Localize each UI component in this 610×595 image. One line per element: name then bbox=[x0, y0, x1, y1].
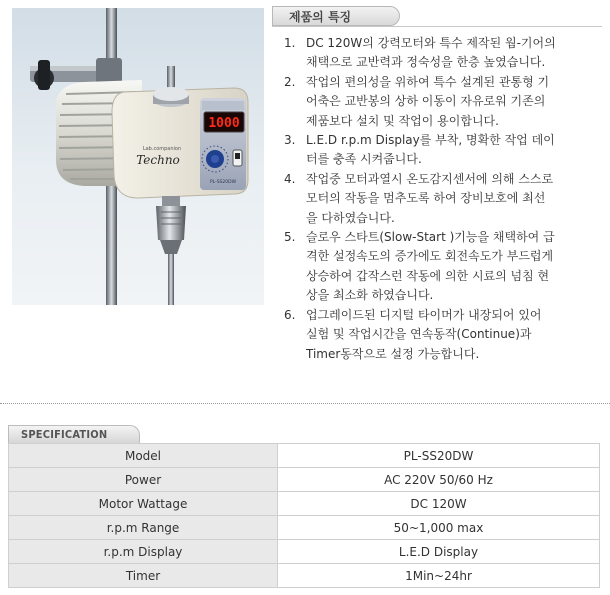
feature-item: 3. L.E.D r.p.m Display를 부착, 명확한 작업 데이 터를 충족 시켜줍니다. bbox=[284, 133, 555, 167]
spec-label: Model bbox=[9, 444, 278, 468]
spec-value: DC 120W bbox=[278, 492, 600, 516]
spec-label: Motor Wattage bbox=[9, 492, 278, 516]
product-photo bbox=[12, 8, 264, 305]
spec-value: 1Min~24hr bbox=[278, 564, 600, 588]
features-list bbox=[282, 34, 600, 364]
spec-value: AC 220V 50/60 Hz bbox=[278, 468, 600, 492]
features-header-tab: 제품의 특징 bbox=[272, 6, 400, 26]
led-readout: 1000 bbox=[208, 116, 240, 131]
feature-item: 2. 작업의 편의성을 위하여 특수 설계된 관통형 기 어축은 교반봉의 상하 이동이 자유로워 기존의 제품보다 설치 및 작업이 용이합니다. bbox=[284, 74, 550, 128]
svg-text:PL-SS20DW: PL-SS20DW bbox=[209, 180, 237, 185]
table-row bbox=[9, 444, 600, 468]
specification-table bbox=[8, 443, 600, 588]
table-row bbox=[9, 564, 600, 588]
feature-item: 5. 슬로우 스타트(Slow-Start )기능을 채택하여 급 격한 설정속도의 증가에도 회전속도가 부드럽게 상승하여 갑작스런 작동에 의한 시료의 넘침 현 상을 최소화 하였습니다. bbox=[284, 230, 555, 303]
spec-label: r.p.m Display bbox=[9, 540, 278, 564]
features-header-line bbox=[272, 26, 602, 27]
feature-item: 4. 작업중 모터과열시 온도감지센서에 의해 스스로 모터의 작동을 멈추도록 하여 장비보호에 최선 을 다하였습니다. bbox=[284, 171, 554, 225]
overhead-stirrer-illustration bbox=[12, 8, 264, 305]
brand-logo: Techno bbox=[136, 153, 180, 167]
feature-item: 1. DC 120W의 강력모터와 특수 제작된 웜-기어의 채택으로 교반력과 정숙성을 한층 높였습니다. bbox=[284, 36, 556, 70]
spec-label: Power bbox=[9, 468, 278, 492]
section-divider bbox=[0, 403, 610, 404]
feature-item: 6. 업그레이드된 디지털 타이머가 내장되어 있어 실험 및 작업시간을 연속동작(Continue)과 Timer동작으로 설정 가능합니다. bbox=[284, 307, 542, 361]
spec-value: L.E.D Display bbox=[278, 540, 600, 564]
table-row bbox=[9, 468, 600, 492]
brand-logo-small: Lab.companion bbox=[142, 146, 182, 152]
table-row bbox=[9, 540, 600, 564]
specification-header-tab: SPECIFICATION bbox=[8, 425, 140, 443]
spec-value: 50~1,000 max bbox=[278, 516, 600, 540]
spec-label: Timer bbox=[9, 564, 278, 588]
spec-label: r.p.m Range bbox=[9, 516, 278, 540]
spec-value: PL-SS20DW bbox=[278, 444, 600, 468]
table-row bbox=[9, 492, 600, 516]
stirrer-shaft bbox=[168, 254, 174, 305]
table-row bbox=[9, 516, 600, 540]
